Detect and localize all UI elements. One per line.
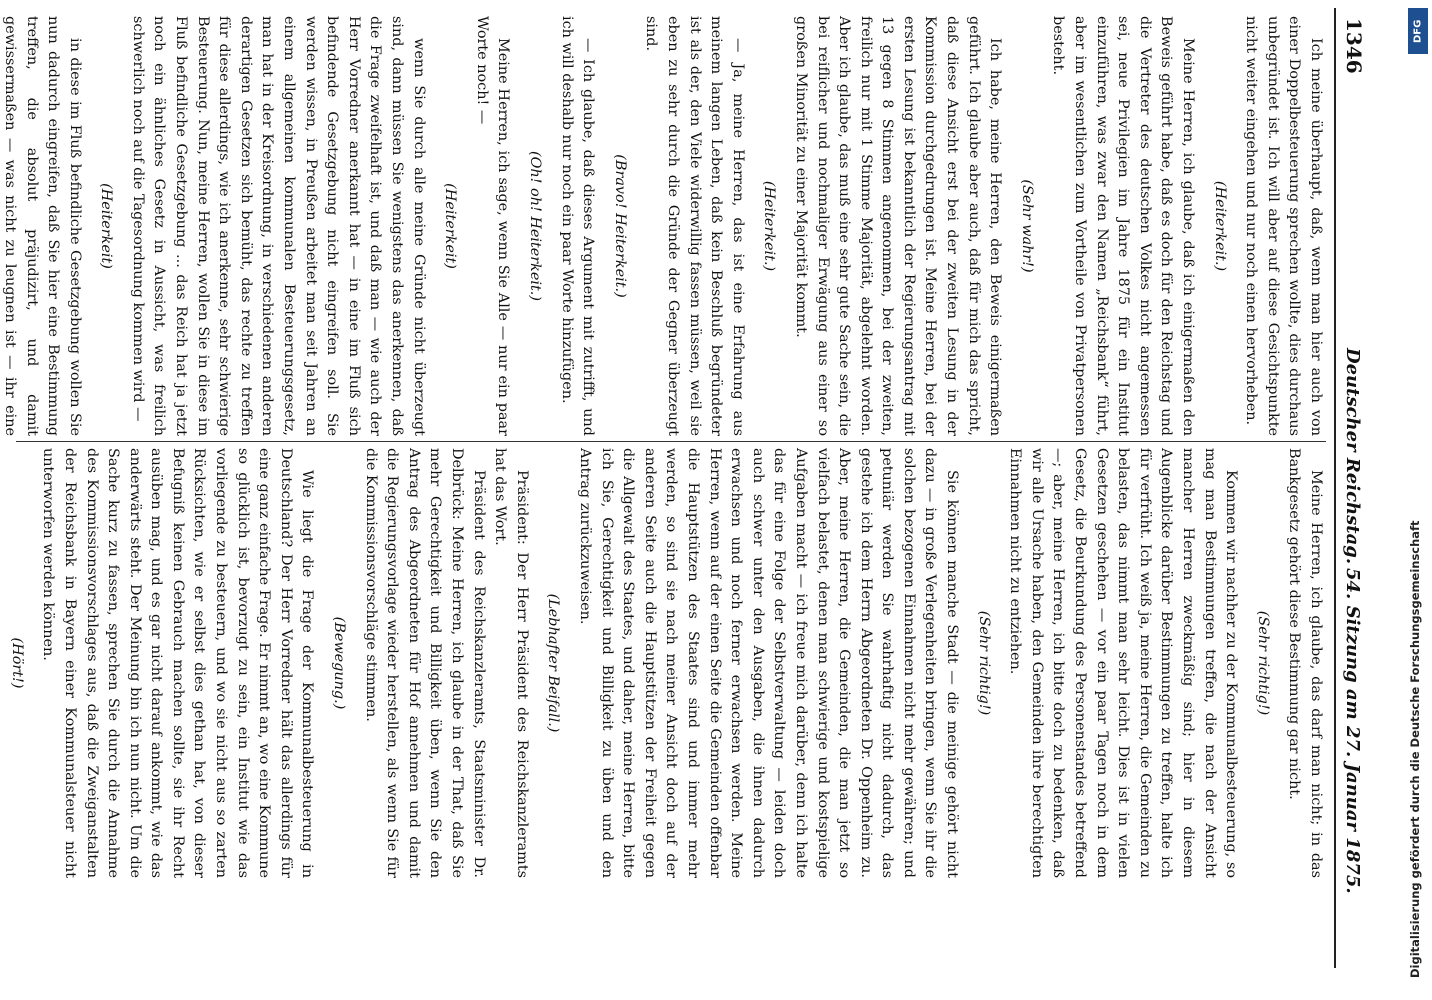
paragraph: Meine Herren, ich sage, wenn Sie Alle — nur ein paar Worte noch! —	[473, 16, 512, 436]
paragraph: Meine Herren, ich glaube, daß ich einigermaßen den Beweis geführt habe, daß es doch für den Reichstag und die Vertreter des deutschen Volkes nicht angemessen sei, neue Privilegien im Jahre 1875 für ein Institut einzuführen, was zwar den Namen „Reichsbank“ führt, aber im wesentlichen zum Vortheile von Privatpersonen besteht.	[1050, 16, 1197, 436]
paragraph: wenn Sie durch alle meine Gründe nicht überzeugt sind, dann müssen Sie wenigstens das anerkennen, daß die Frage zweifelhaft ist, und daß man — wie auch der Herr Vorredner anerkannt hat — in eine im Fluß sich befindende Gesetzgebung nicht eingreifen soll. Sie werden wissen, in Preußen arbeitet man seit Jahren an einem allgemeinen kommunalen Besteuerungsgesetz, man hat in der Kreisordnung, in verschiedenen anderen derartigen Gesetzen sich bemüht, das rechte zu treffen für diese allerdings, wie ich anerkenne, sehr schwierige Besteuerung. Nun, meine Herren, wollen Sie in diese im Fluß befindliche Gesetzgebung ... das Reich hat ja jetzt noch ein ähnliches Gesetz in Aussicht, was freilich schwerlich noch auf die Tagesordnung kommen wird —	[129, 16, 427, 436]
left-column	[1, 16, 1326, 436]
header-title: Deutscher Reichstag.	[1342, 348, 1363, 565]
header-session: 54. Sitzung am 27. Januar 1875.	[1342, 568, 1363, 894]
interjection: (Sehr wahr!)	[1018, 179, 1035, 273]
paragraph: — Ja, meine Herren, das ist eine Erfahrung aus meinem langen Leben, daß kein Beschluß begründeter ist als der, den Viele widerwillig fassen müssen, weil sie eben zu sehr durch die Gründe der Gegner überzeugt sind.	[643, 16, 746, 436]
paragraph: Meine Herren, ich glaube, das darf man nicht; in das Bankgesetz gehört diese Bestimmung gar nicht.	[1286, 448, 1324, 878]
interjection: (Heiterkeit)	[98, 183, 115, 269]
paragraph: — Ich glaube, daß dieses Argument mit zutrifft, und ich will deshalb nur noch ein paar Worte hinzufügen.	[558, 16, 597, 436]
paragraph: Präsident des Reichskanzleramts, Staatsminister Dr. Delbrück: Meine Herren, ich glaube in der That, daß Sie mehr Gerechtigkeit und Billigkeit üben, wenn Sie den Antrag des Abgeordneten für Hof annehmen und damit die Regierungsvorlage wieder herstellen, als wenn Sie für die Kommissionsvorschläge stimmen.	[362, 448, 487, 878]
dfg-logo: DFG	[1408, 8, 1428, 54]
paragraph: Ich meine überhaupt, daß, wenn man hier auch von einer Doppelbesteuerung sprechen wollte, dies durchaus unbegründet ist. Ich will aber auf diese Gesichtspunkte nicht weiter eingehen und nur noch einen hervorheben.	[1243, 16, 1324, 436]
interjection: (Hört!)	[8, 637, 25, 689]
interjection: (Oh! oh! Heiterkeit.)	[527, 151, 543, 301]
interjection: (Sehr richtig!)	[975, 610, 992, 716]
paragraph: Wie liegt die Frage der Kommunalbesteuerung in Deutschland? Der Herr Vorredner hält das allerdings für eine ganz einfache Frage. Er nimmt an, wo eine Kommune so glücklich ist, bevorzugt zu sein, ein Institut wie das vorliegende zu besteuern, und wo sie nicht aus so zarten Rücksichten, wie er selbst dies gethan hat, von dieser Befugniß keinen Gebrauch machen sollte, sie ihr Recht ausüben mag, und es gar nicht darauf ankommt, wie das anderwärts steht. Der Meinung bin ich nun nicht. Um die Sache kurz zu fassen, sprechen Sie durch die Annahme des Kommissionsvorschlages aus, daß die Zweiganstalten der Reichsbank in Bayern einer Kommunalsteuer nicht unterworfen werden können.	[40, 448, 316, 878]
paragraph: Kommen wir nachher zu der Kommunalbesteuerung, so mag man Bestimmungen treffen, die nach der Ansicht mancher Herren zweckmäßig sind; hier in diesem Augenblicke darüber Bestimmungen zu treffen, halte ich für verfrüht. Ich weiß ja, meine Herren, die Gemeinden zu belasten, das nimmt man sehr leicht. Dies ist in vielen Gesetzen geschehen — vor ein paar Tagen noch in dem Gesetz, die Beurkundung des Personenstandes betreffend —; aber, meine Herren, ich bitte doch zu bedenken, daß wir alle Ursache haben, den Gemeinden ihre berechtigten Einnahmen nicht zu entziehen.	[1007, 448, 1240, 878]
paragraph: Sie können manche Stadt — die meinige gehört nicht dazu — in große Verlegenheiten bringen, wenn Sie ihr die solchen bezogenen Einnahmen nicht mehr gewähren; und petuniär werden Sie wahrhaftig nicht dadurch, das gestehe ich dem Herrn Abgeordneten Dr. Oppenheim zu. Aber, meine Herren, die Gemeinden, die man jetzt so vielfach belastet, denen man schwierige und kostspielige Aufgaben macht — ich freue mich darüber, denn ich halte das für eine Folge der Selbstverwaltung — leiden doch auch schwer unter den Ausgaben, die ihnen dadurch erwachsen und noch ferner erwachsen werden. Meine Herren, wenn auf der einen Seite die Gemeinden offenbar die Hauptstützen des Staates sind und immer mehr werden, so sind sie nach meiner Ansicht doch auf der anderen Seite auch die Hauptstützen der Freiheit gegen die Allgewalt des Staates, und daher, meine Herren, bitte ich Sie, Gerechtigkeit und Billigkeit zu üben und den Antrag zurückzuweisen.	[577, 448, 961, 878]
interjection: (Heiterkeit.)	[1211, 180, 1228, 272]
interjection: (Bewegung.)	[331, 616, 348, 710]
interjection: (Heiterkeit.)	[761, 180, 778, 272]
interjection: (Bravo! Heiterkeit.)	[611, 154, 628, 298]
paragraph: in diese im Fluß befindliche Gesetzgebung wollen Sie nun dadurch eingreifen, daß Sie hier eine Bestimmung treffen, die absolut präjudizirt, und damit gewissermaßen — was nicht zu leugnen ist — ihr eine	[1, 16, 83, 436]
rotated-page	[0, 8, 1380, 968]
dfg-credit-strip	[1404, 8, 1432, 998]
paragraph: Präsident: Der Herr Präsident des Reichskanzleramts hat das Wort.	[492, 448, 530, 878]
interjection: (Heiterkeit)	[442, 183, 459, 269]
paragraph: Ich habe, meine Herren, den Beweis einigermaßen geführt. Ich glaube aber auch, daß für mich das spricht, daß diese Ansicht erst bei der zweiten Lesung in der Kommission durchgedrungen ist. Meine Herren, bei der ersten Lesung ist bekanntlich der Regierungsantrag mit 13 gegen 8 Stimmen angenommen, bei der zweiten, freilich nur mit 1 Stimme Majorität, abgelehnt worden. Aber ich glaube, das muß eine sehr gute Sache sein, die bei reiflicher und nochmaliger Erwägung aus einer so großen Minorität zu einer Majorität kommt.	[792, 16, 1004, 436]
page-number: 1346	[1342, 18, 1366, 74]
interjection: (Sehr richtig!)	[1254, 610, 1271, 716]
page-header	[1334, 8, 1380, 968]
dfg-credit-text: Digitalisierung gefördert durch die Deutsche Forschungsgemeinschaft	[1408, 520, 1422, 978]
right-column	[8, 448, 1326, 878]
interjection: (Lebhafter Beifall.)	[545, 593, 562, 733]
column-divider	[16, 441, 1326, 442]
